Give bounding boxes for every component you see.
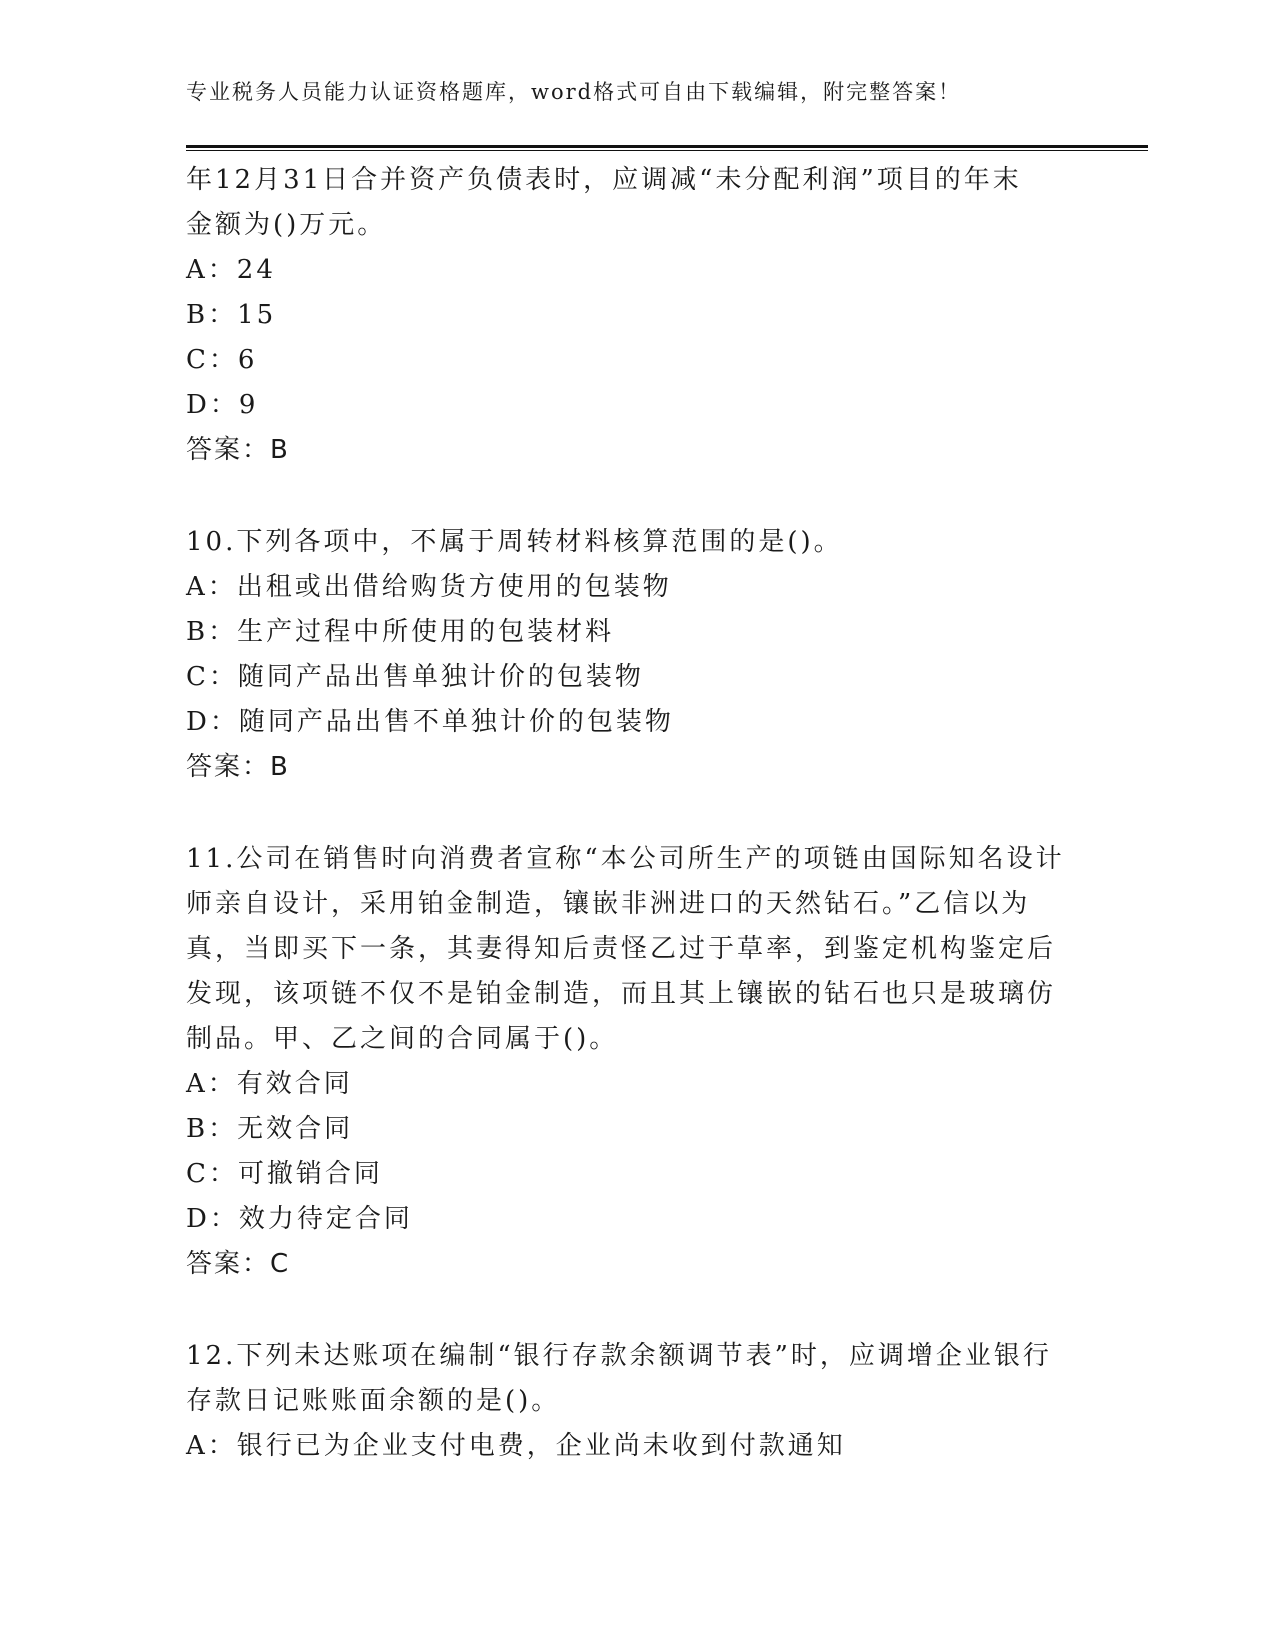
question-text-line: 12.下列未达账项在编制“银行存款余额调节表”时，应调增企业银行 xyxy=(186,1341,1052,1371)
option-b: B：无效合同 xyxy=(186,1114,354,1144)
question-text-line: 发现，该项链不仅不是铂金制造，而且其上镶嵌的钻石也只是玻璃仿 xyxy=(186,979,1057,1009)
option-a: A：24 xyxy=(186,255,276,285)
header-rule xyxy=(186,145,1148,148)
header-rule-thin xyxy=(186,150,1148,151)
question-block xyxy=(186,1334,1086,1469)
answer-line: 答案：C xyxy=(186,1249,291,1279)
question-text-line: 10.下列各项中，不属于周转材料核算范围的是()。 xyxy=(186,527,843,557)
question-list xyxy=(186,158,1086,1469)
option-c: C：6 xyxy=(186,345,258,375)
question-text-line: 存款日记账账面余额的是()。 xyxy=(186,1386,561,1416)
question-text-line: 金额为()万元。 xyxy=(186,210,387,240)
option-d: D：9 xyxy=(186,390,259,420)
page-header: 专业税务人员能力认证资格题库，word格式可自由下载编辑，附完整答案！ xyxy=(186,80,962,104)
question-text-line: 11.公司在销售时向消费者宣称“本公司所生产的项链由国际知名设计 xyxy=(186,844,1065,874)
option-d: D：随同产品出售不单独计价的包装物 xyxy=(186,707,674,737)
block-gap xyxy=(186,1287,1086,1334)
question-block xyxy=(186,837,1086,1287)
block-gap xyxy=(186,473,1086,520)
option-b: B：15 xyxy=(186,300,277,330)
question-block xyxy=(186,520,1086,790)
question-text-line: 师亲自设计，采用铂金制造，镶嵌非洲进口的天然钻石。”乙信以为 xyxy=(186,889,1031,919)
question-block xyxy=(186,158,1086,473)
question-text-line: 年12月31日合并资产负债表时，应调减“未分配利润”项目的年末 xyxy=(186,165,1022,195)
question-text-line: 真，当即买下一条，其妻得知后责怪乙过于草率，到鉴定机构鉴定后 xyxy=(186,934,1057,964)
block-gap xyxy=(186,790,1086,837)
option-b: B：生产过程中所使用的包装材料 xyxy=(186,617,615,647)
option-a: A：有效合同 xyxy=(186,1069,353,1099)
option-a: A：出租或出借给购货方使用的包装物 xyxy=(186,572,672,602)
option-c: C：随同产品出售单独计价的包装物 xyxy=(186,662,644,692)
option-d: D：效力待定合同 xyxy=(186,1204,413,1234)
question-text-line: 制品。甲、乙之间的合同属于()。 xyxy=(186,1024,619,1054)
answer-line: 答案：B xyxy=(186,752,290,782)
answer-line: 答案：B xyxy=(186,435,290,465)
option-c: C：可撤销合同 xyxy=(186,1159,383,1189)
option-a: A：银行已为企业支付电费，企业尚未收到付款通知 xyxy=(186,1431,846,1461)
